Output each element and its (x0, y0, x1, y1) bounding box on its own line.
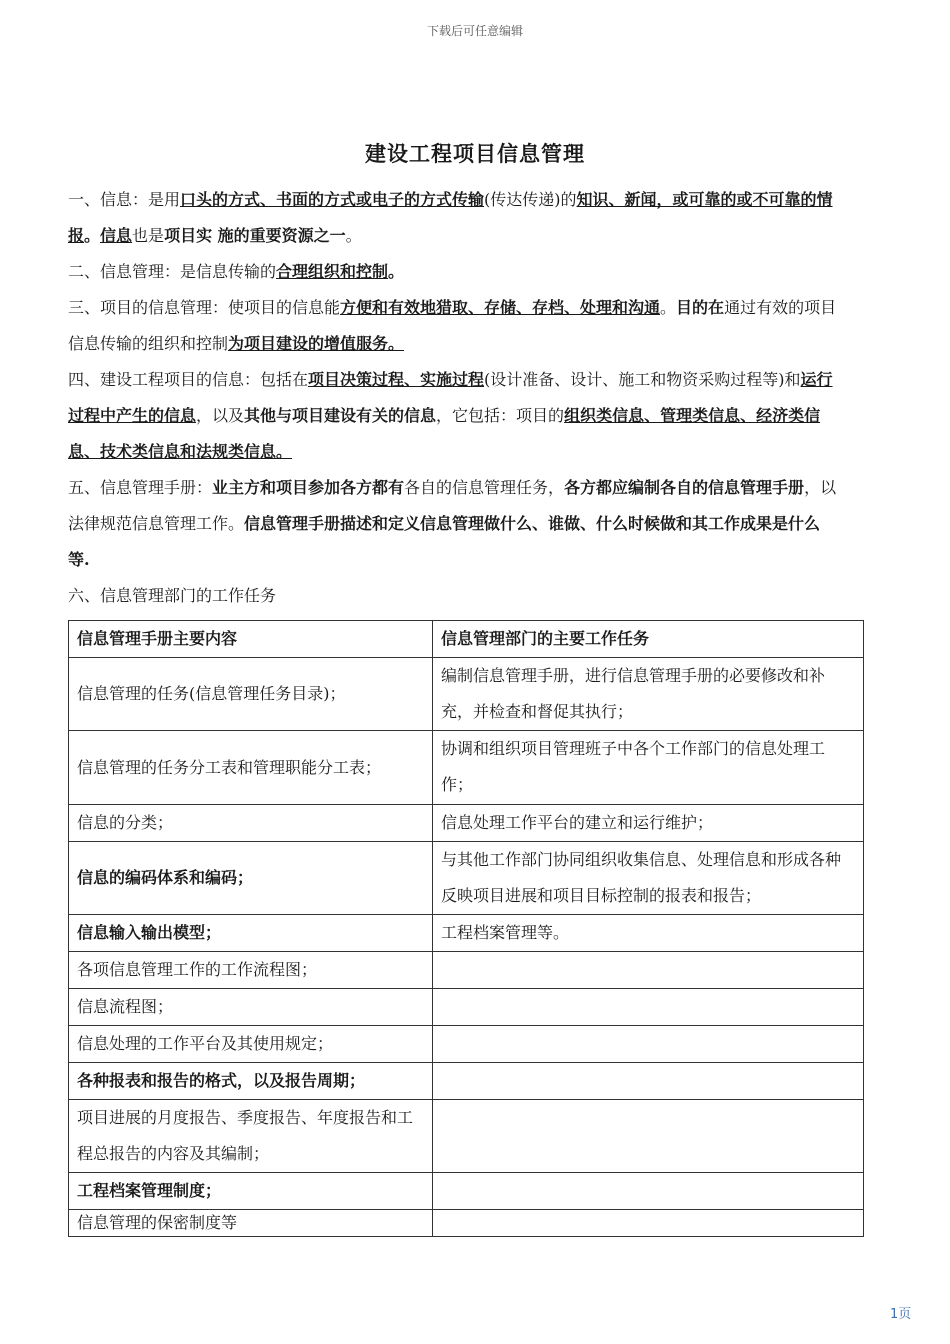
p5-text-e: ，以法律规范信息管理工作。 (68, 478, 837, 533)
p5-text-d: 各方都应编制各自的信息管理手册 (564, 478, 805, 497)
p4-text-h: 组织类信息、管理类信息、经济类信息、技术类信息和法规类信息。 (68, 406, 821, 461)
document-title: 建设工程项目信息管理 (365, 141, 585, 166)
p1-text-d: 知识、新闻，或可靠的或不可靠的情报 (68, 190, 833, 245)
table-cell (433, 1173, 864, 1210)
p4-text-c: (设计准备、设计、施工和物资采购过程等)和 (484, 370, 801, 389)
table-cell: 信息管理的任务(信息管理任务目录)； (69, 658, 433, 731)
p2-text-c: 。 (388, 262, 405, 281)
header-note: 下载后可任意编辑 (426, 24, 523, 38)
tasks-table (68, 620, 864, 1237)
paragraph-5 (68, 470, 838, 578)
p4-text-d: 运行过程中产生的信息 (68, 370, 833, 425)
p1-text-h: 项目实 施的重要资源之一 (164, 226, 346, 245)
p4-text-b: 项目决策过程、实施过程 (308, 370, 485, 389)
p3-text-f: 为项目建设的增值服务。 (228, 334, 405, 353)
p4-text-g: ，它包括：项目的 (436, 406, 565, 425)
paragraph-3 (68, 290, 838, 362)
table-cell: 信息输入输出模型； (69, 915, 433, 952)
p4-text-f: 其他与项目建设有关的信息 (244, 406, 437, 425)
table-cell: 各种报表和报告的格式，以及报告周期； (69, 1063, 433, 1100)
table-cell (433, 1026, 864, 1063)
table-cell: 信息管理的保密制度等 (69, 1210, 433, 1237)
table-row (69, 952, 864, 989)
document-body (68, 182, 838, 614)
table-row (69, 989, 864, 1026)
table-row (69, 805, 864, 842)
table-row (69, 1026, 864, 1063)
table-row (69, 1210, 864, 1237)
table-cell: 工程档案管理制度； (69, 1173, 433, 1210)
p1-text-c: (传达传递)的 (484, 190, 577, 209)
table-cell: 编制信息管理手册，进行信息管理手册的必要修改和补充，并检查和督促其执行； (433, 658, 864, 731)
table-cell: 协调和组织项目管理班子中各个工作部门的信息处理工作； (433, 731, 864, 805)
table-cell (433, 1210, 864, 1237)
table-cell (433, 1063, 864, 1100)
table-cell: 信息流程图； (69, 989, 433, 1026)
p3-text-e: 通过有效的项目信息传输的组织和控制 (68, 298, 837, 353)
table-cell: 各项信息管理工作的工作流程图； (69, 952, 433, 989)
p4-text-a: 四、建设工程项目的信息：包括在 (68, 370, 309, 389)
table-row (69, 915, 864, 952)
p1-text-f: 信息 (100, 226, 133, 245)
p5-text-a: 五、信息管理手册： (68, 478, 213, 497)
p4-text-e: ，以及 (196, 406, 245, 425)
table-row (69, 1100, 864, 1173)
table-cell: 信息的分类； (69, 805, 433, 842)
paragraph-6: 六、信息管理部门的工作任务 (68, 586, 277, 605)
p5-text-c: 各自的信息管理任务， (404, 478, 565, 497)
table-cell: 信息的编码体系和编码； (69, 842, 433, 915)
table-cell: 信息管理的任务分工表和管理职能分工表； (69, 731, 433, 805)
table-row (69, 658, 864, 731)
table-cell (433, 989, 864, 1026)
p2-text-a: 二、信息管理：是信息传输的 (68, 262, 277, 281)
p1-text-g: 也是 (132, 226, 165, 245)
table-row (69, 731, 864, 805)
table-row (69, 1063, 864, 1100)
paragraph-2 (68, 254, 838, 290)
p1-text-a: 一、信息：是用 (68, 190, 181, 209)
table-header-cell: 信息管理部门的主要工作任务 (433, 621, 864, 658)
table-header-cell: 信息管理手册主要内容 (69, 621, 433, 658)
p2-text-b: 合理组织和控制 (276, 262, 389, 281)
p3-text-c: 。 (660, 298, 677, 317)
p1-text-i: 。 (345, 226, 362, 245)
table-cell (433, 952, 864, 989)
table-header-row (69, 621, 864, 658)
table-cell: 工程档案管理等。 (433, 915, 864, 952)
table-cell: 项目进展的月度报告、季度报告、年度报告和工程总报告的内容及其编制； (69, 1100, 433, 1173)
p3-text-b: 方便和有效地猎取、存储、存档、处理和沟通 (340, 298, 661, 317)
paragraph-4 (68, 362, 838, 470)
p5-text-b: 业主方和项目参加各方都有 (212, 478, 405, 497)
table-cell: 信息处理的工作平台及其使用规定； (69, 1026, 433, 1063)
p3-text-a: 三、项目的信息管理：使项目的信息能 (68, 298, 341, 317)
p1-text-b: 口头的方式、书面的方式或电子的方式传输 (180, 190, 485, 209)
p1-text-e: 。 (84, 226, 101, 245)
p3-text-d: 目的在 (676, 298, 725, 317)
page-number: 1页 (890, 1307, 912, 1322)
table-row (69, 1173, 864, 1210)
p5-text-f: 信息管理手册描述和定义信息管理做什么、谁做、什么时候做和其工作成果是什么等. (68, 514, 821, 569)
paragraph-1 (68, 182, 838, 254)
table-cell: 与其他工作部门协同组织收集信息、处理信息和形成各种反映项目进展和项目目标控制的报表和报告； (433, 842, 864, 915)
table-cell: 信息处理工作平台的建立和运行维护； (433, 805, 864, 842)
table-row (69, 842, 864, 915)
table-cell (433, 1100, 864, 1173)
